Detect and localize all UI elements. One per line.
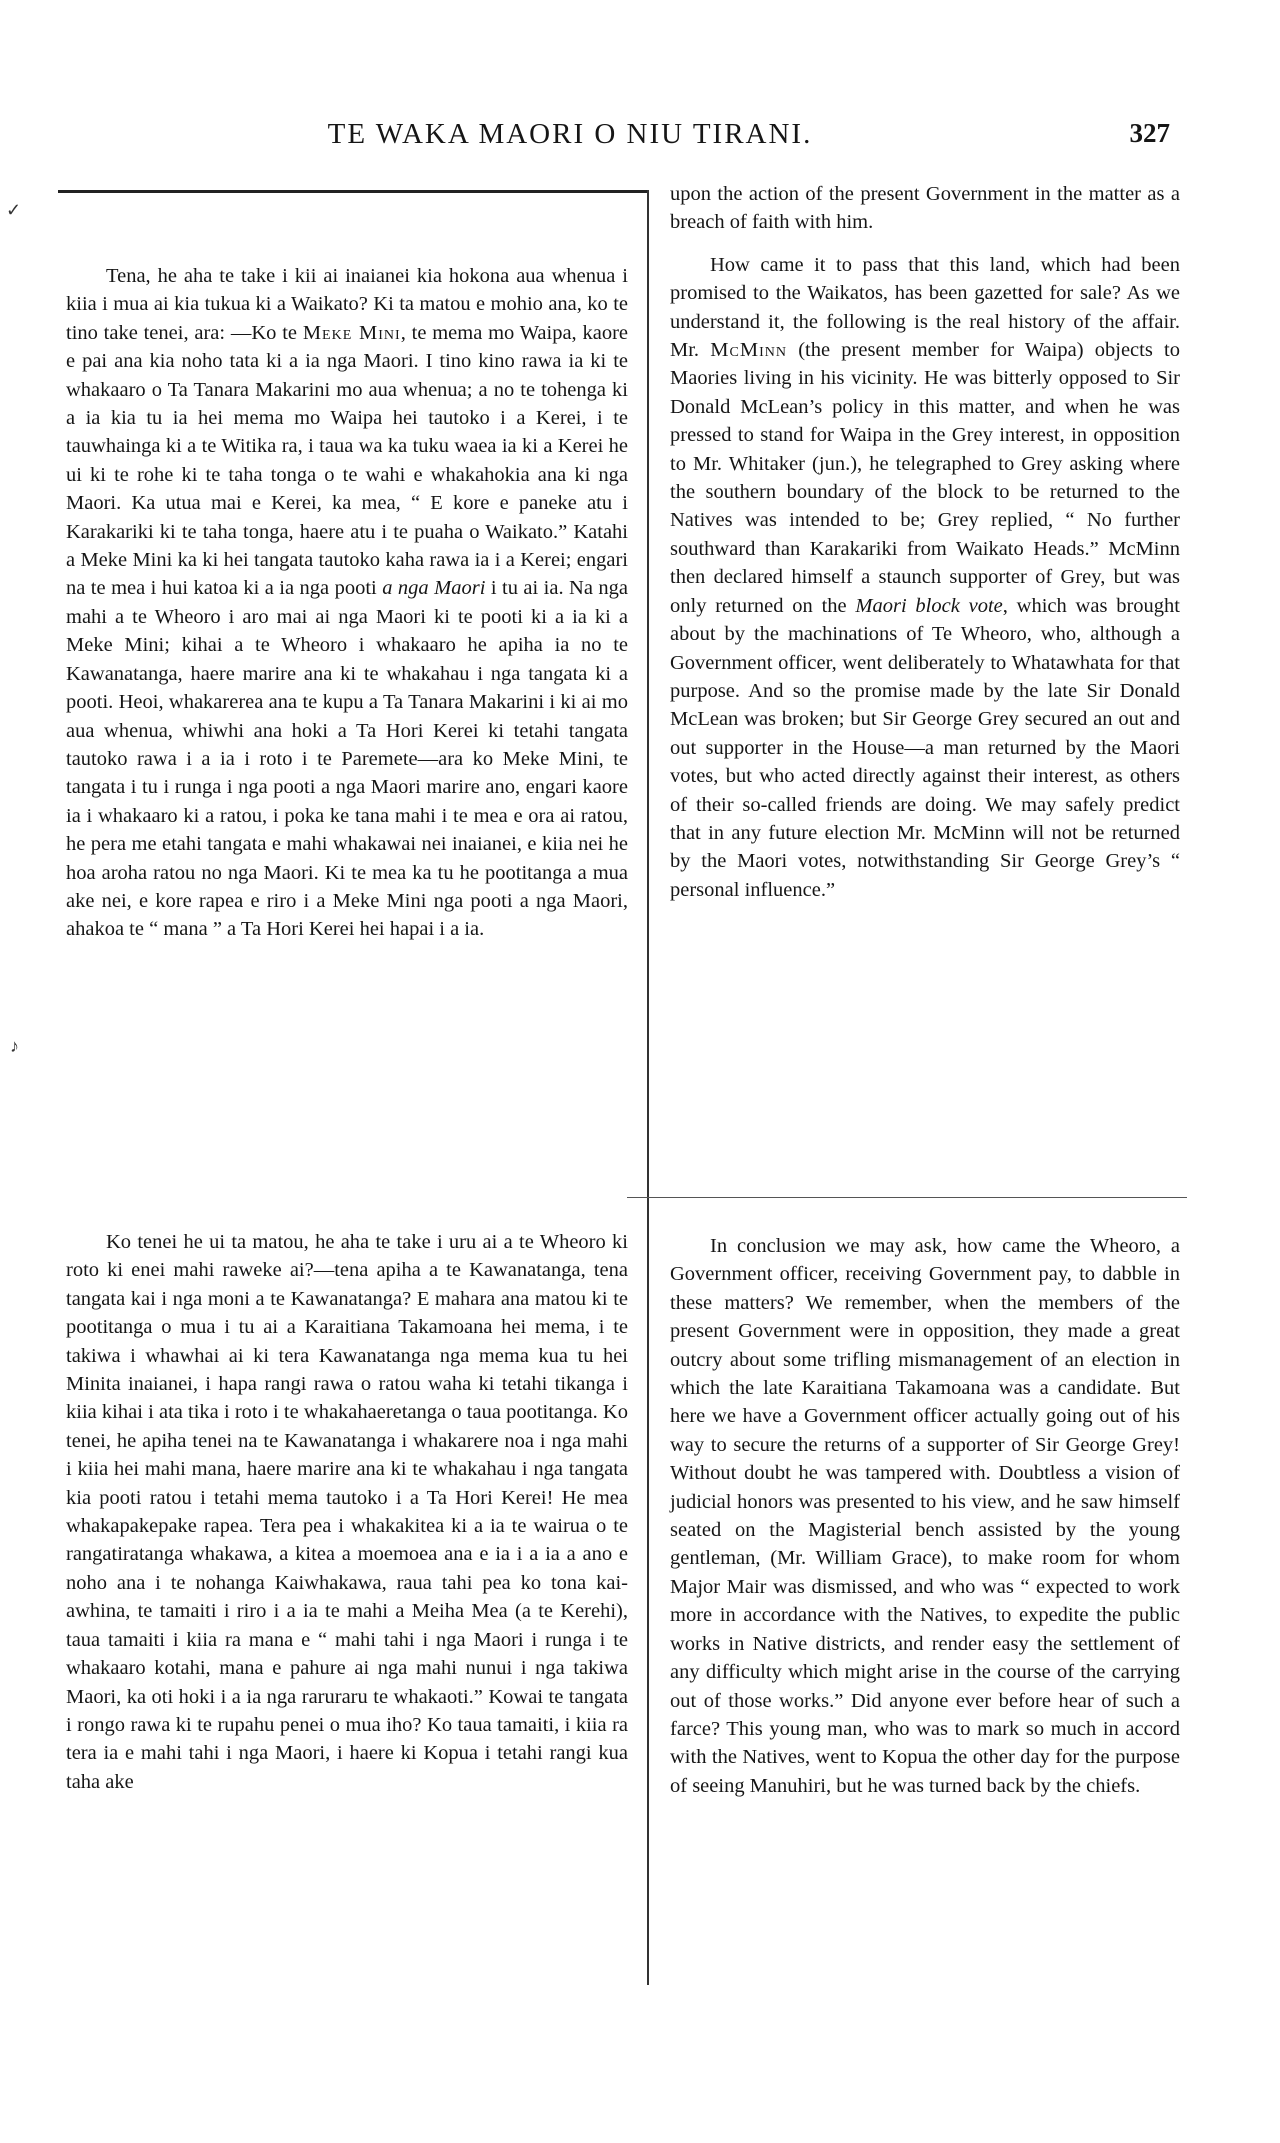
text-run: Tena, he aha te take i kii ai inaianei kia hokona aua whenua i kiia i mua ai kia tukua ki a Waikato? Ki ta matou e mohio ana, ko te tino take tenei, ara: —Ko te: [66, 265, 628, 344]
maori-paragraph: Ko tenei he ui ta matou, he aha te take i uru ai a te Wheoro ki roto ki enei mahi raweke ai?—tena apiha a te Kawanatanga, tena tangata kai i nga moni a te Kawanatanga? E mahara ana matou ki te pootitanga o mua i tu ai a Karaitiana Takamoana hei mema, i te takiwa i whawhai ai ki tera Kawanatanga nga mema kua tu hei Minita inaianei, i hapa rangi rawa o ratou waha ki tetahi tikanga i kiia kihai i ata tika i roto i te whakahaeretanga o taua pootitanga. Ko tenei, he apiha tenei na te Kawanatanga i whakarere noa i nga mahi i kiia hei mahi mana, haere marire ana ki te whakahau i nga tangata kia pooti ratou i tetahi mema tautoko i a Ta Hori Kerei! He mea whakapakepake rapea. Tera pea i whakakitea ki a ia te wairua o te rangatiratanga whakawa, a kitea a moemoea ana e ia i a ia a ano e noho ana i te nohanga Kaiwhakawa, raua tahi pea ko tona kai-awhina, te tamaiti i riro i a ia te mahi a Meiha Mea (a te Kerehi), taua tamaiti i kiia ra mana e “ mahi tahi i nga Maori i runga i te whakaaro kotahi, mana e pahure ai nga mahi nunui i nga takiwa Maori, ka oti hoki i a ia nga raruraru te whakaoti.” Kowai te tangata i rongo rawa ki te rupahu penei o mua iho? Ko taua tamaiti, i kiia ra tera ia e mahi tahi i nga Maori, i haere ki Kopua i tetahi rangi kua taha ake: [66, 1231, 628, 1793]
maori-text-column-bottom: [66, 1228, 628, 1796]
english-paragraph: In conclusion we may ask, how came the Wheoro, a Government officer, receiving Government pay, to dabble in these matters? We remember, when the members of the present Government were in opposition, they made a great outcry about some trifling mismanagement of an election in which the late Karaitiana Takamoana was a candidate. But here we have a Government officer actually going out of his way to secure the returns of a supporter of Sir George Grey! Without doubt he was tampered with. Doubtless a vision of judicial honors was presented to his view, and he saw himself seated on the Magisterial bench assisted by the young gentleman, (Mr. William Grace), to make room for whom Major Mair was dismissed, and who was “ expected to work more in accordance with the Natives, to expedite the public works in Native districts, and render easy the settlement of any difficulty which might arise in the course of the carrying out of those works.” Did anyone ever before hear of such a farce? This young man, who was to mark so much in accord with the Natives, went to Kopua the other day for the purpose of seeing Manuhiri, but he was turned back by the chiefs.: [670, 1235, 1180, 1797]
maori-text-column-top: [66, 262, 628, 944]
right-section-rule: [627, 1197, 1187, 1198]
english-text-column-bottom: [670, 1232, 1180, 1800]
italic-phrase: Maori block vote: [855, 594, 1003, 617]
column-divider: [647, 190, 649, 1985]
small-caps-name: Meke Mini: [302, 321, 401, 344]
top-rule: [58, 190, 648, 193]
italic-phrase: a nga Maori: [382, 577, 486, 600]
text-run: How came it to pass that this land, which had been promised to the Waikatos, has been gazetted for sale? As we understand it, the following is the real history of the affair. Mr.: [670, 253, 1180, 362]
english-text-column-top: [670, 180, 1180, 904]
text-run: , te mema mo Waipa, kaore e pai ana kia noho tata ki a ia nga Maori. I tino kino rawa ia ki te whakaaro o Ta Tanara Makarini mo aua whenua; a no te tohenga ki a ia kia tu ia hei mema mo Waipa hei tautoko i a Kerei, i te tauwhainga ki a te Witika ra, i taua wa ka tuku waea ia ki a Kerei he ui ki te rohe ki te taha tonga o te wahi e whakahokia ana ki nga Maori. Ka utua mai e Kerei, ka mea, “ E kore e paneke atu i Karakariki ki te taha tonga, haere atu i te puaha o Waikato.” Katahi a Meke Mini ka ki hei tangata tautoko kaha rawa ia i a Kerei; engari na te mea i hui katoa ki a ia nga pooti: [66, 321, 628, 600]
text-run: i tu ai ia. Na nga mahi a te Wheoro i aro mai ai nga Maori ki te pooti ki a ia ki a Meke Mini; kihai a te Wheoro i whakaaro he apiha ia no te Kawanatanga, haere marire ana ki te whakahau i nga tangata ki a pooti. Heoi, whakarerea ana te kupu a Ta Tanara Makarini i ki ai mo aua whenua, whiwhi ana hoki a Ta Hori Kerei ki tetahi tangata tautoko rawa i a ia i roto i te Paremete—ara ko Meke Mini, te tangata i tu i runga i nga pooti a nga Maori marire ano, engari kaore ia i whakaaro ki a ratou, i poka ke tana mahi i te mea e ora ai ratou, he pera me etahi tangata e mahi whakawai nei inaianei, e kiia nei he hoa aroha ratou no nga Maori. Ki te mea ka tu he pootitanga a mua ake nei, e kore rapea e riro i a Meke Mini nga pooti a nga Maori, ahakoa te “ mana ” a Ta Hori Kerei hei hapai i a ia.: [66, 577, 629, 941]
page-number: 327: [1129, 118, 1170, 148]
margin-mark-icon: ✓: [6, 200, 22, 220]
text-run: (the present member for Waipa) objects to Maories living in his vicinity. He was bitterly opposed to Sir Donald McLean’s policy in this matter, and when he was pressed to stand for Waipa in the Grey interest, in opposition to Mr. Whitaker (jun.), he telegraphed to Grey asking where the southern boundary of the block to be returned to the Natives was intended to be; Grey replied, “ No further southward than Karakariki from Waikato Heads.” McMinn then declared himself a staunch supporter of Grey, but was only returned on the: [670, 339, 1180, 617]
small-caps-name: McMinn: [710, 339, 787, 362]
margin-mark-icon: ♪: [10, 1036, 19, 1056]
maori-paragraph: [66, 262, 628, 944]
continued-paragraph: upon the action of the present Government in the matter as a breach of faith with him.: [670, 183, 1180, 234]
running-head-title: TE WAKA MAORI O NIU TIRANI.: [327, 118, 813, 150]
english-paragraph: [670, 251, 1180, 904]
text-run: , which was brought about by the machinations of Te Wheoro, who, although a Government officer, went deliberately to Whatawhata for that purpose. And so the promise made by the late Sir Donald McLean was broken; but Sir George Grey secured an out and out supporter in the House—a man returned by the Maori votes, but who acted directly against their interest, as others of their so-called friends are doing. We may safely predict that in any future election Mr. McMinn will not be returned by the Maori votes, notwithstanding Sir George Grey’s “ personal influence.”: [670, 594, 1180, 901]
